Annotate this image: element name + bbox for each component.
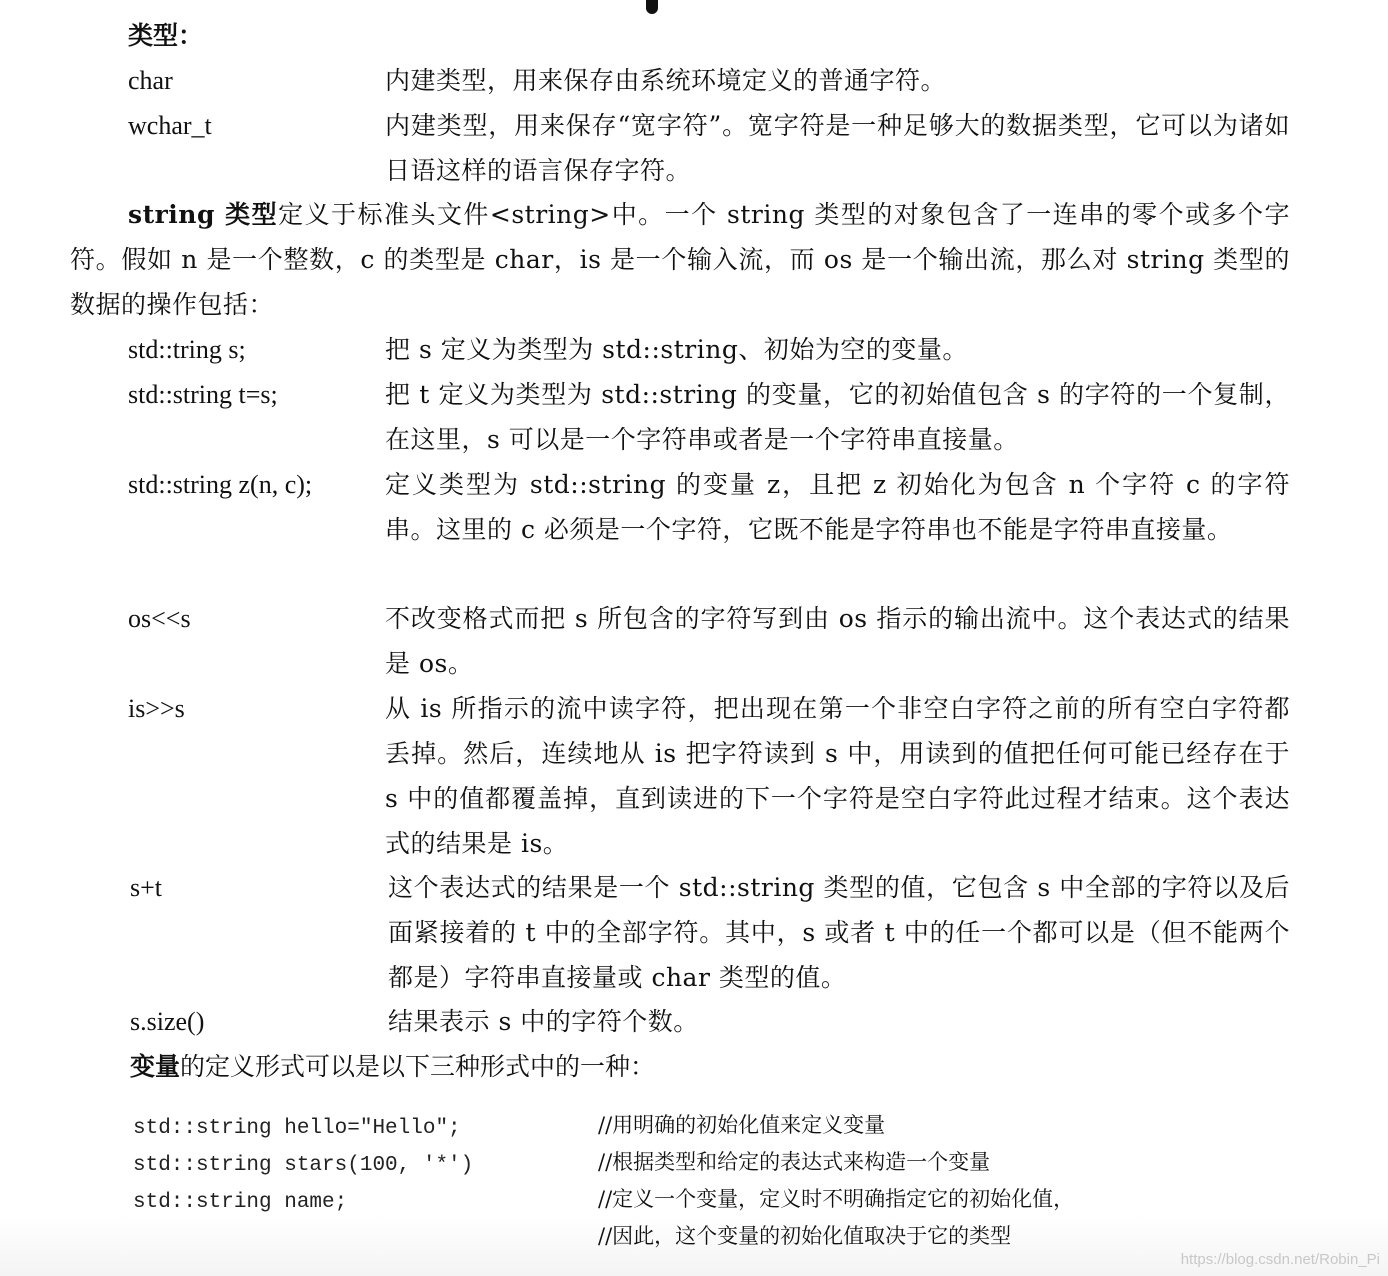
desc-op: 结果表示 s 中的字符个数。 — [388, 1007, 699, 1036]
code-line: std::string hello="Hello"; — [133, 1117, 461, 1140]
desc-op: 把 t 定义为类型为 std::string 的变量，它的初始值包含 s 的字符的一个复制，在这里，s 可以是一个字符串或者是一个字符串直接量。 — [385, 380, 1290, 454]
code-comment: //用明确的初始化值来定义变量 — [598, 1113, 886, 1137]
term-op: std::string t=s; — [128, 380, 278, 409]
term-op: s+t — [130, 873, 163, 902]
desc-op: 不改变格式而把 s 所包含的字符写到由 os 指示的输出流中。这个表达式的结果是 os。 — [385, 604, 1290, 678]
term-op: std::string z(n, c); — [128, 470, 313, 499]
scan-mark — [646, 0, 658, 14]
string-paragraph — [70, 192, 1290, 327]
code-comment: //因此，这个变量的初始化值取决于它的类型 — [598, 1224, 1012, 1248]
term-op: os<<s — [128, 604, 191, 633]
term-op: is>>s — [128, 694, 185, 723]
term-char: char — [128, 66, 173, 95]
code-comment: //定义一个变量，定义时不明确指定它的初始化值， — [598, 1187, 1075, 1211]
code-comment: //根据类型和给定的表达式来构造一个变量 — [598, 1150, 991, 1174]
desc-op: 这个表达式的结果是一个 std::string 类型的值，它包含 s 中全部的字符以及后面紧接着的 t 中的全部字符。其中，s 或者 t 中的任一个都可以是（但不能两个都是）字符串直接量或 char 类型的值。 — [388, 873, 1290, 992]
definition-lead: 变量 — [130, 1052, 181, 1081]
definition-intro — [130, 1044, 655, 1089]
section-heading: 类型： — [128, 21, 204, 50]
code-line: std::string stars(100, '*') — [133, 1154, 474, 1177]
paragraph-text: 定义于标准头文件<string>中。一个 string 类型的对象包含了一连串的零个或多个字符。假如 n 是一个整数，c 的类型是 char，is 是一个输入流，而 os 是一个输出流，那么对 string 类型的数据的操作包括： — [70, 200, 1290, 319]
code-line: std::string name; — [133, 1191, 348, 1214]
term-op: std::tring s; — [128, 335, 246, 364]
desc-char: 内建类型，用来保存由系统环境定义的普通字符。 — [385, 66, 947, 95]
desc-op: 把 s 定义为类型为 std::string、初始为空的变量。 — [385, 335, 968, 364]
watermark: https://blog.csdn.net/Robin_Pi — [1180, 1251, 1380, 1268]
term-op: s.size() — [130, 1007, 205, 1036]
paragraph-lead: string 类型 — [128, 200, 279, 229]
desc-op: 从 is 所指示的流中读字符，把出现在第一个非空白字符之前的所有空白字符都丢掉。然后，连续地从 is 把字符读到 s 中，用读到的值把任何可能已经存在于 s 中的值都覆盖掉，直到读进的下一个字符是空白字符此过程才结束。这个表达式的结果是 is。 — [385, 694, 1290, 858]
desc-op: 定义类型为 std::string 的变量 z，且把 z 初始化为包含 n 个字符 c 的字符串。这里的 c 必须是一个字符，它既不能是字符串也不能是字符串直接量。 — [385, 470, 1290, 544]
definition-text: 的定义形式可以是以下三种形式中的一种： — [180, 1052, 656, 1081]
desc-wchar: 内建类型，用来保存“宽字符”。宽字符是一种足够大的数据类型，它可以为诸如日语这样的语言保存字符。 — [385, 111, 1290, 185]
term-wchar: wchar_t — [128, 111, 212, 140]
